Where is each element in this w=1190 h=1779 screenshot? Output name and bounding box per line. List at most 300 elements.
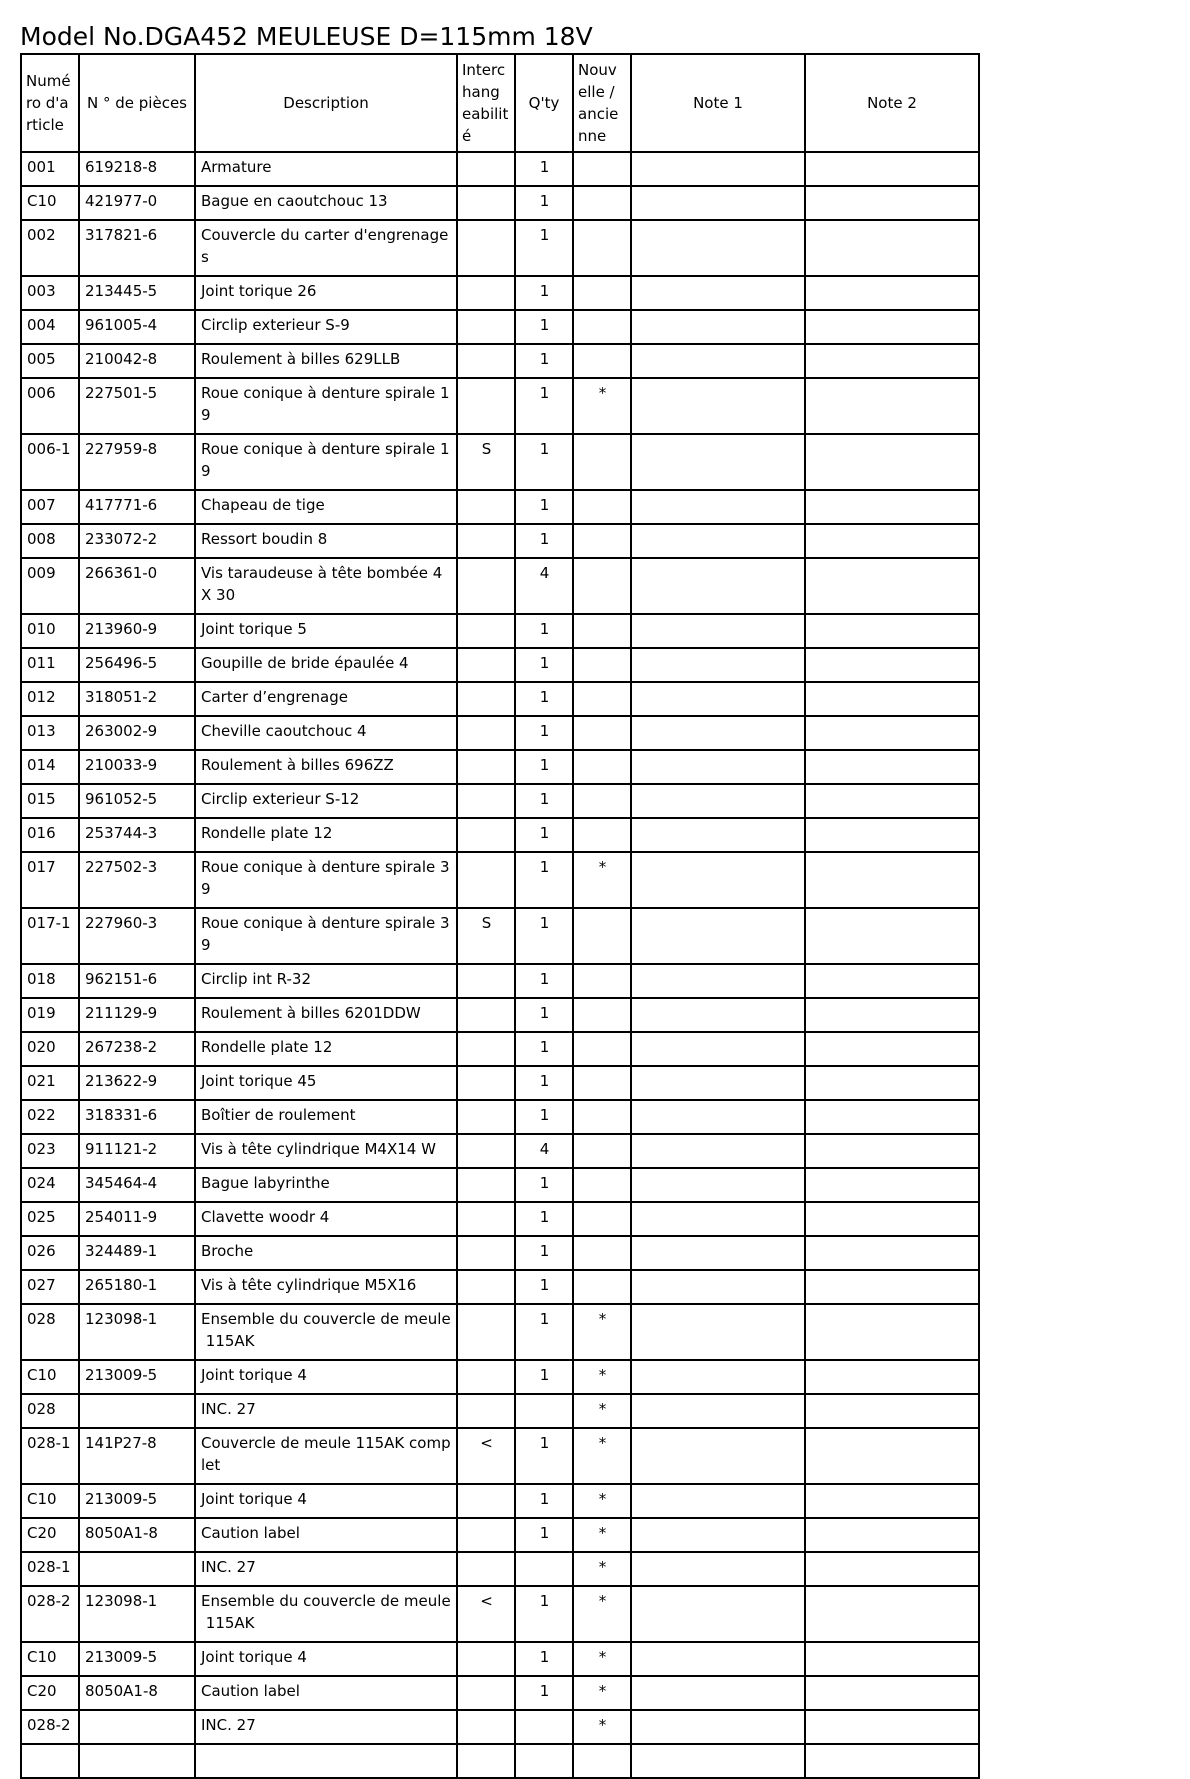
cell-description: Cheville caoutchouc 4 [195,716,457,750]
cell-interchangeability [457,1484,515,1518]
cell-interchangeability [457,1032,515,1066]
cell-note-2 [805,1168,979,1202]
cell-interchangeability [457,1168,515,1202]
cell-note-1 [631,1304,805,1360]
cell-description: Boîtier de roulement [195,1100,457,1134]
cell-interchangeability [457,1236,515,1270]
cell-note-2 [805,152,979,186]
cell-interchangeability [457,1304,515,1360]
cell-note-2 [805,378,979,434]
cell-new-old [573,276,631,310]
cell-description: Circlip exterieur S-9 [195,310,457,344]
cell-interchangeability [457,998,515,1032]
cell-new-old [573,558,631,614]
cell-qty: 4 [515,558,573,614]
cell-item-no: 023 [21,1134,79,1168]
table-row [21,1586,979,1642]
cell-note-1 [631,784,805,818]
cell-new-old [573,818,631,852]
cell-part-no: 254011-9 [79,1202,195,1236]
cell-description: Caution label [195,1676,457,1710]
cell-interchangeability [457,716,515,750]
cell-interchangeability [457,1642,515,1676]
cell-qty: 1 [515,310,573,344]
cell-new-old [573,648,631,682]
cell-interchangeability [457,186,515,220]
cell-item-no: C10 [21,1642,79,1676]
cell-item-no: 017-1 [21,908,79,964]
cell-description: Broche [195,1236,457,1270]
cell-item-no: 006-1 [21,434,79,490]
cell-note-2 [805,784,979,818]
cell-description: Joint torique 4 [195,1642,457,1676]
cell-new-old [573,1100,631,1134]
cell-qty [515,1744,573,1778]
cell-qty: 1 [515,964,573,998]
cell-qty: 1 [515,152,573,186]
cell-part-no: 961005-4 [79,310,195,344]
cell-part-no: 227959-8 [79,434,195,490]
table-row [21,186,979,220]
cell-part-no: 141P27-8 [79,1428,195,1484]
cell-interchangeability [457,852,515,908]
cell-note-1 [631,1642,805,1676]
table-row [21,378,979,434]
cell-item-no: 027 [21,1270,79,1304]
cell-note-2 [805,1710,979,1744]
cell-interchangeability [457,378,515,434]
cell-part-no [79,1552,195,1586]
cell-description: Goupille de bride épaulée 4 [195,648,457,682]
cell-new-old [573,152,631,186]
table-row [21,1744,979,1778]
cell-description: INC. 27 [195,1394,457,1428]
cell-part-no: 227501-5 [79,378,195,434]
cell-item-no: 018 [21,964,79,998]
table-row [21,964,979,998]
cell-note-1 [631,998,805,1032]
cell-qty: 1 [515,682,573,716]
table-row [21,784,979,818]
cell-qty: 4 [515,1134,573,1168]
cell-item-no: 005 [21,344,79,378]
cell-note-2 [805,1744,979,1778]
cell-description: Caution label [195,1518,457,1552]
cell-new-old [573,344,631,378]
cell-note-1 [631,1270,805,1304]
cell-description: Couvercle de meule 115AK comp let [195,1428,457,1484]
table-row [21,818,979,852]
cell-qty: 1 [515,614,573,648]
cell-note-1 [631,1066,805,1100]
cell-part-no: 345464-4 [79,1168,195,1202]
cell-qty: 1 [515,648,573,682]
cell-interchangeability [457,490,515,524]
cell-new-old: * [573,378,631,434]
cell-new-old [573,784,631,818]
cell-interchangeability [457,310,515,344]
table-row [21,1676,979,1710]
cell-note-1 [631,682,805,716]
cell-note-2 [805,648,979,682]
table-row [21,1066,979,1100]
cell-part-no: 324489-1 [79,1236,195,1270]
cell-description: Rondelle plate 12 [195,818,457,852]
cell-part-no: 227960-3 [79,908,195,964]
cell-qty: 1 [515,1270,573,1304]
cell-note-1 [631,1552,805,1586]
cell-note-2 [805,434,979,490]
cell-note-1 [631,152,805,186]
cell-note-1 [631,344,805,378]
cell-part-no: 265180-1 [79,1270,195,1304]
cell-item-no: C20 [21,1518,79,1552]
parts-table [20,53,980,1779]
cell-note-1 [631,1134,805,1168]
cell-qty: 1 [515,378,573,434]
cell-qty: 1 [515,818,573,852]
cell-interchangeability [457,220,515,276]
cell-interchangeability [457,682,515,716]
cell-part-no: 8050A1-8 [79,1518,195,1552]
cell-item-no: 010 [21,614,79,648]
cell-new-old [573,614,631,648]
table-row [21,852,979,908]
cell-interchangeability: < [457,1428,515,1484]
table-row [21,1134,979,1168]
table-row [21,1710,979,1744]
cell-item-no: 021 [21,1066,79,1100]
cell-item-no: 003 [21,276,79,310]
cell-note-1 [631,1586,805,1642]
cell-qty: 1 [515,220,573,276]
cell-part-no: 8050A1-8 [79,1676,195,1710]
cell-note-2 [805,1586,979,1642]
cell-new-old [573,434,631,490]
cell-item-no: 028-1 [21,1552,79,1586]
cell-interchangeability [457,750,515,784]
cell-new-old [573,750,631,784]
cell-description: Roue conique à denture spirale 1 9 [195,378,457,434]
cell-qty: 1 [515,276,573,310]
cell-item-no: 004 [21,310,79,344]
cell-note-1 [631,1202,805,1236]
cell-note-2 [805,276,979,310]
cell-note-1 [631,1236,805,1270]
cell-description: Couvercle du carter d'engrenage s [195,220,457,276]
cell-note-1 [631,1168,805,1202]
header-qty: Q'ty [515,54,573,152]
cell-note-1 [631,1744,805,1778]
cell-note-2 [805,1304,979,1360]
cell-interchangeability [457,648,515,682]
cell-interchangeability [457,1518,515,1552]
cell-qty: 1 [515,1066,573,1100]
cell-interchangeability [457,276,515,310]
cell-note-1 [631,558,805,614]
cell-qty: 1 [515,750,573,784]
cell-note-2 [805,614,979,648]
cell-interchangeability [457,1710,515,1744]
cell-note-2 [805,186,979,220]
cell-qty: 1 [515,1236,573,1270]
cell-new-old [573,186,631,220]
cell-qty: 1 [515,908,573,964]
cell-new-old [573,1270,631,1304]
cell-item-no: C10 [21,1360,79,1394]
cell-part-no: 210033-9 [79,750,195,784]
cell-item-no: 016 [21,818,79,852]
cell-description: Carter d’engrenage [195,682,457,716]
cell-interchangeability [457,964,515,998]
cell-qty: 1 [515,1360,573,1394]
cell-item-no: 012 [21,682,79,716]
cell-note-1 [631,852,805,908]
table-row [21,682,979,716]
header-note-2: Note 2 [805,54,979,152]
cell-qty: 1 [515,344,573,378]
header-item-no: Numé ro d'a rticle [21,54,79,152]
cell-note-2 [805,1642,979,1676]
cell-note-2 [805,1360,979,1394]
cell-qty: 1 [515,1100,573,1134]
cell-new-old [573,1236,631,1270]
cell-interchangeability [457,1100,515,1134]
cell-note-2 [805,1032,979,1066]
cell-new-old: * [573,1484,631,1518]
cell-note-1 [631,716,805,750]
cell-item-no: 026 [21,1236,79,1270]
cell-note-2 [805,1552,979,1586]
cell-description: Vis à tête cylindrique M5X16 [195,1270,457,1304]
cell-interchangeability [457,1360,515,1394]
table-row [21,310,979,344]
cell-item-no: 025 [21,1202,79,1236]
cell-new-old [573,998,631,1032]
cell-note-1 [631,908,805,964]
cell-description: Roulement à billes 696ZZ [195,750,457,784]
cell-part-no: 123098-1 [79,1586,195,1642]
cell-description: Ensemble du couvercle de meule 115AK [195,1586,457,1642]
cell-description: Roulement à billes 6201DDW [195,998,457,1032]
cell-item-no [21,1744,79,1778]
table-row [21,750,979,784]
cell-description: Joint torique 5 [195,614,457,648]
cell-note-2 [805,1100,979,1134]
cell-new-old [573,1066,631,1100]
cell-qty: 1 [515,1518,573,1552]
cell-note-2 [805,1484,979,1518]
cell-qty: 1 [515,1168,573,1202]
cell-note-2 [805,1202,979,1236]
cell-note-2 [805,220,979,276]
cell-description: INC. 27 [195,1552,457,1586]
cell-part-no: 417771-6 [79,490,195,524]
cell-part-no: 253744-3 [79,818,195,852]
cell-note-2 [805,1066,979,1100]
cell-description: Bague labyrinthe [195,1168,457,1202]
table-row [21,1202,979,1236]
cell-note-2 [805,998,979,1032]
cell-interchangeability: < [457,1586,515,1642]
cell-interchangeability [457,614,515,648]
cell-new-old [573,1168,631,1202]
table-row [21,908,979,964]
cell-part-no: 317821-6 [79,220,195,276]
cell-item-no: 013 [21,716,79,750]
cell-interchangeability [457,1552,515,1586]
cell-qty: 1 [515,784,573,818]
table-row [21,1032,979,1066]
cell-part-no: 211129-9 [79,998,195,1032]
cell-item-no: 028-2 [21,1586,79,1642]
cell-description: Circlip exterieur S-12 [195,784,457,818]
cell-part-no: 421977-0 [79,186,195,220]
cell-item-no: 015 [21,784,79,818]
cell-part-no: 210042-8 [79,344,195,378]
table-row [21,1236,979,1270]
cell-part-no [79,1744,195,1778]
cell-qty: 1 [515,434,573,490]
cell-note-2 [805,490,979,524]
cell-interchangeability [457,152,515,186]
cell-note-2 [805,1134,979,1168]
cell-new-old [573,964,631,998]
cell-new-old: * [573,1710,631,1744]
cell-part-no [79,1710,195,1744]
cell-new-old: * [573,1304,631,1360]
cell-note-1 [631,434,805,490]
cell-note-2 [805,908,979,964]
cell-interchangeability [457,524,515,558]
cell-note-2 [805,1394,979,1428]
cell-description: Vis taraudeuse à tête bombée 4X 30 [195,558,457,614]
cell-new-old: * [573,1552,631,1586]
cell-description: Joint torique 26 [195,276,457,310]
cell-part-no: 911121-2 [79,1134,195,1168]
cell-qty: 1 [515,1428,573,1484]
cell-note-1 [631,614,805,648]
cell-note-2 [805,1518,979,1552]
cell-description: Roulement à billes 629LLB [195,344,457,378]
cell-description: Armature [195,152,457,186]
cell-note-1 [631,818,805,852]
cell-qty: 1 [515,186,573,220]
cell-new-old [573,716,631,750]
table-row [21,1484,979,1518]
cell-item-no: 017 [21,852,79,908]
cell-description: Roue conique à denture spirale 3 9 [195,852,457,908]
cell-description: Joint torique 45 [195,1066,457,1100]
cell-item-no: 019 [21,998,79,1032]
cell-part-no: 213009-5 [79,1360,195,1394]
table-row [21,1360,979,1394]
cell-item-no: 001 [21,152,79,186]
cell-note-2 [805,964,979,998]
cell-part-no: 267238-2 [79,1032,195,1066]
page-title: Model No.DGA452 MEULEUSE D=115mm 18V [20,22,593,51]
table-row [21,1270,979,1304]
cell-qty: 1 [515,998,573,1032]
cell-part-no: 962151-6 [79,964,195,998]
cell-part-no: 227502-3 [79,852,195,908]
cell-description [195,1744,457,1778]
table-row [21,648,979,682]
cell-note-1 [631,1676,805,1710]
cell-note-1 [631,186,805,220]
cell-note-1 [631,1360,805,1394]
cell-item-no: 008 [21,524,79,558]
cell-item-no: 009 [21,558,79,614]
cell-note-2 [805,344,979,378]
cell-part-no: 318051-2 [79,682,195,716]
cell-interchangeability [457,818,515,852]
cell-interchangeability: S [457,908,515,964]
cell-qty: 1 [515,524,573,558]
cell-note-1 [631,276,805,310]
table-row [21,1100,979,1134]
table-row [21,276,979,310]
cell-interchangeability [457,344,515,378]
cell-description: Bague en caoutchouc 13 [195,186,457,220]
header-note-1: Note 1 [631,54,805,152]
cell-item-no: 007 [21,490,79,524]
table-row [21,490,979,524]
header-new-old: Nouv elle / ancie nne [573,54,631,152]
cell-qty: 1 [515,716,573,750]
cell-new-old [573,682,631,716]
cell-description: Rondelle plate 12 [195,1032,457,1066]
cell-item-no: C20 [21,1676,79,1710]
cell-description: Joint torique 4 [195,1484,457,1518]
cell-part-no: 256496-5 [79,648,195,682]
cell-item-no: 014 [21,750,79,784]
cell-new-old [573,1744,631,1778]
cell-item-no: 028 [21,1394,79,1428]
cell-note-2 [805,558,979,614]
cell-part-no: 213009-5 [79,1484,195,1518]
cell-note-2 [805,682,979,716]
cell-part-no: 266361-0 [79,558,195,614]
cell-part-no: 233072-2 [79,524,195,558]
cell-part-no: 263002-9 [79,716,195,750]
cell-note-1 [631,524,805,558]
cell-note-2 [805,818,979,852]
cell-new-old [573,490,631,524]
cell-new-old: * [573,852,631,908]
cell-qty: 1 [515,852,573,908]
cell-note-2 [805,1428,979,1484]
cell-description: Circlip int R-32 [195,964,457,998]
table-row [21,614,979,648]
cell-item-no: 024 [21,1168,79,1202]
table-row [21,1642,979,1676]
cell-note-1 [631,310,805,344]
cell-new-old [573,1134,631,1168]
header-part-no: N ° de pièces [79,54,195,152]
table-row [21,998,979,1032]
cell-new-old: * [573,1642,631,1676]
cell-qty [515,1394,573,1428]
cell-item-no: 011 [21,648,79,682]
cell-note-1 [631,1484,805,1518]
cell-part-no [79,1394,195,1428]
cell-item-no: 006 [21,378,79,434]
cell-item-no: 022 [21,1100,79,1134]
cell-item-no: 028-2 [21,1710,79,1744]
table-row [21,1168,979,1202]
table-row [21,1428,979,1484]
